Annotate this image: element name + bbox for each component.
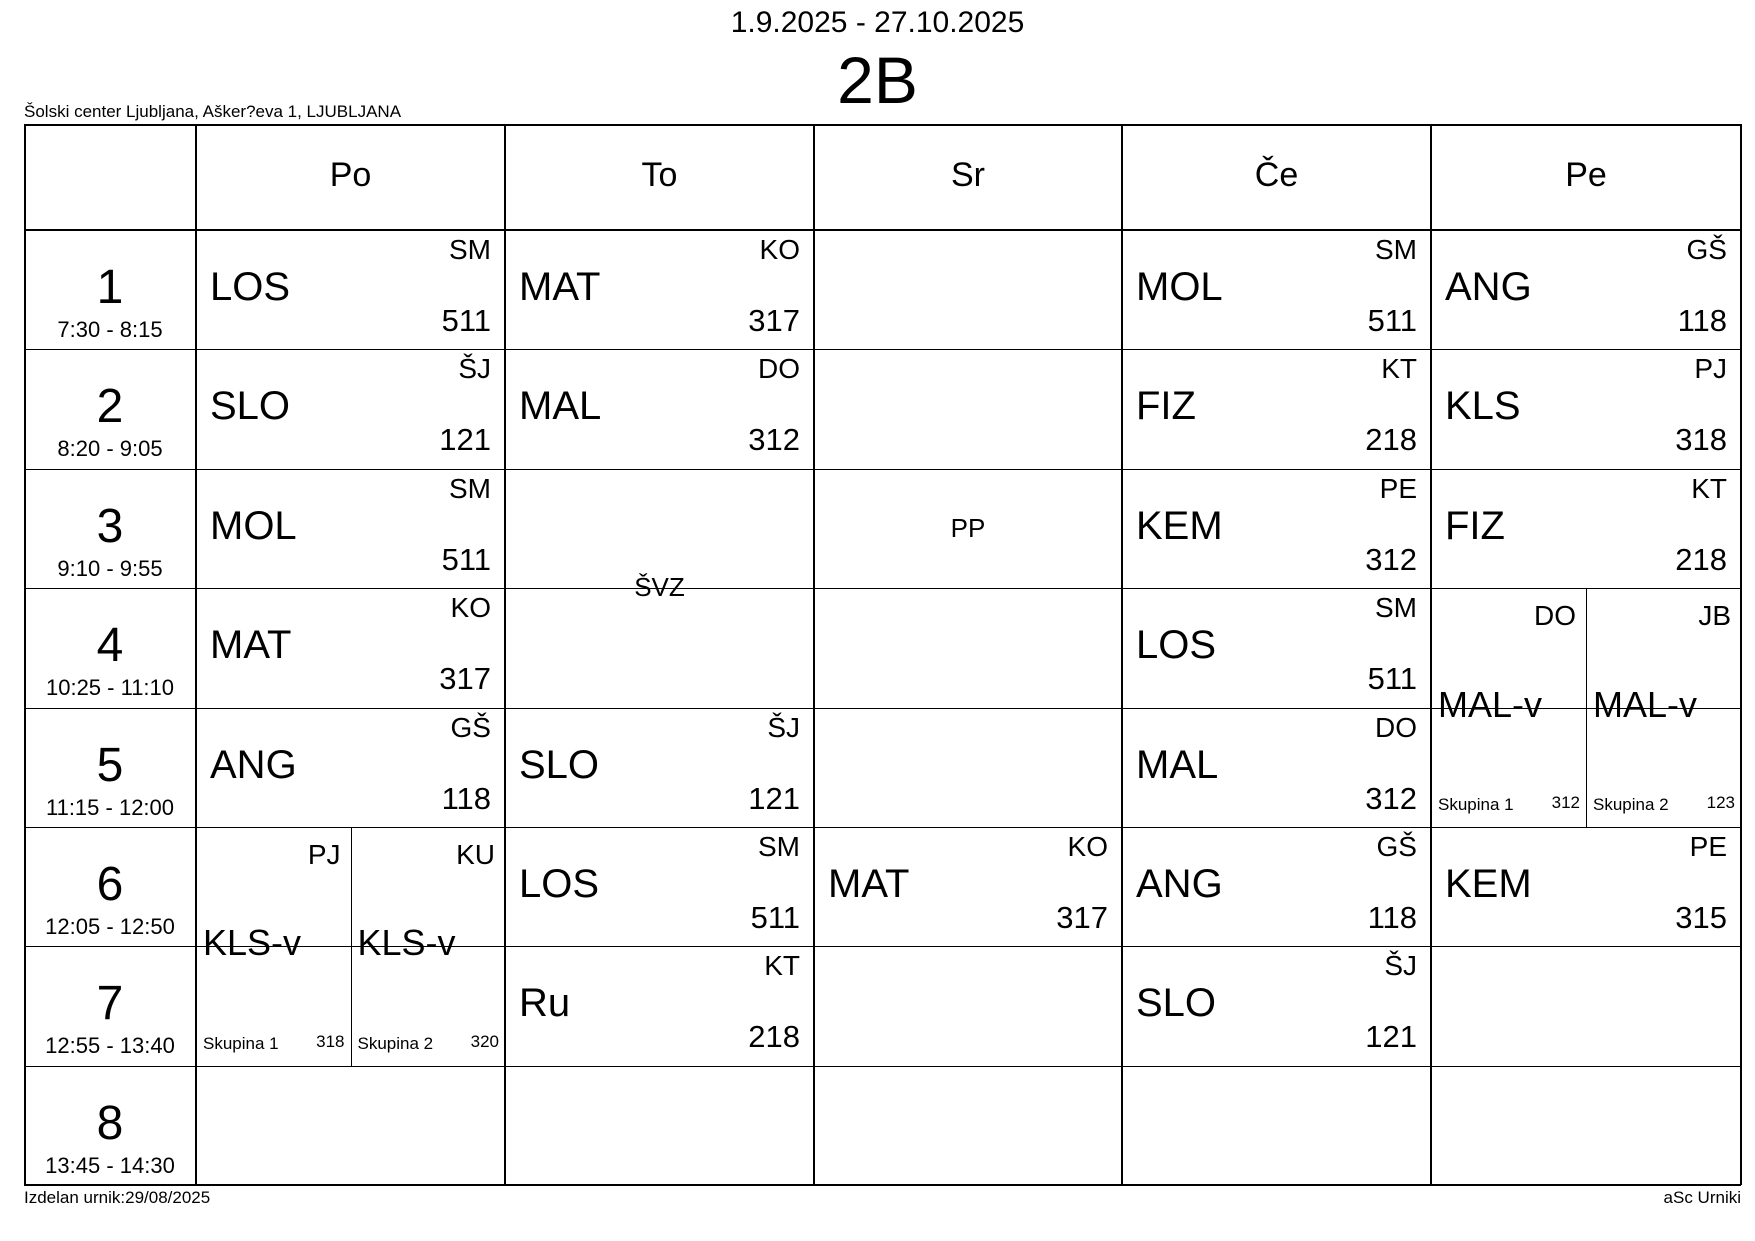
- lesson-cell[interactable]: [1122, 827, 1431, 946]
- school-name: Šolski center Ljubljana, Ašker?eva 1, LJUBLJANA: [24, 102, 402, 121]
- group-room: 318: [316, 1031, 345, 1051]
- lesson-teacher: SM: [449, 234, 491, 265]
- lesson-subject: LOS: [210, 265, 291, 309]
- lesson-cell[interactable]: [505, 230, 814, 349]
- lesson-teacher: PJ: [1694, 353, 1727, 385]
- lesson-teacher: SM: [1375, 234, 1417, 265]
- lesson-room: 317: [1056, 900, 1108, 935]
- group-teacher: KU: [456, 839, 495, 870]
- group-subject: KLS-v: [357, 922, 456, 964]
- grid-line: [24, 469, 196, 470]
- lesson-room: 312: [1365, 780, 1417, 816]
- lesson-cell[interactable]: [505, 349, 814, 468]
- group-name: Skupina 2: [357, 1033, 434, 1053]
- grid-line: [24, 588, 196, 589]
- group-teacher: PJ: [307, 839, 341, 870]
- day-header: Če: [1254, 156, 1299, 194]
- lesson-cell[interactable]: [1122, 230, 1431, 349]
- group-room: 312: [1551, 792, 1580, 812]
- lesson-subject: ANG: [1136, 862, 1223, 906]
- grid-line: [24, 124, 1741, 126]
- group-teacher: DO: [1534, 600, 1576, 632]
- lesson-cell[interactable]: [196, 230, 505, 349]
- group-lesson-cell[interactable]: [1586, 588, 1741, 827]
- block-label[interactable]: ŠVZ: [634, 572, 685, 603]
- lesson-teacher: ŠJ: [1384, 950, 1417, 982]
- lesson-teacher: KO: [450, 592, 491, 624]
- lesson-teacher: GŠ: [1686, 234, 1727, 265]
- lesson-teacher: SM: [1375, 592, 1417, 624]
- grid-line: [196, 1066, 505, 1067]
- lesson-subject: MAL: [519, 384, 602, 429]
- lesson-room: 511: [441, 303, 491, 338]
- day-header: Pe: [1565, 156, 1607, 194]
- created-date: Izdelan urnik:29/08/2025: [24, 1188, 211, 1207]
- group-lesson-cell[interactable]: [1431, 588, 1586, 827]
- lesson-room: 218: [748, 1019, 800, 1055]
- period-number: 1: [96, 261, 124, 314]
- lesson-cell[interactable]: [505, 708, 814, 827]
- lesson-cell[interactable]: [1122, 469, 1431, 588]
- grid-line: [814, 349, 1122, 350]
- lesson-subject: MOL: [1136, 265, 1223, 309]
- lesson-subject: ANG: [210, 742, 297, 787]
- period-number: 6: [96, 858, 124, 911]
- lesson-subject: KLS: [1445, 384, 1521, 429]
- lesson-cell[interactable]: [1431, 827, 1741, 946]
- grid-line: [1122, 1066, 1431, 1067]
- grid-line: [24, 1066, 196, 1067]
- grid-line: [814, 1066, 1122, 1067]
- lesson-cell[interactable]: [1431, 349, 1741, 468]
- lesson-subject: MAL: [1136, 742, 1219, 787]
- group-subject: KLS-v: [203, 922, 302, 964]
- grid-line: [24, 708, 196, 709]
- lesson-subject: SLO: [1136, 981, 1217, 1026]
- lesson-teacher: DO: [1375, 711, 1417, 743]
- group-room: 320: [470, 1031, 499, 1051]
- brand-label: aSc Urniki: [1663, 1188, 1741, 1207]
- lesson-room: 317: [748, 303, 800, 338]
- lesson-teacher: KO: [759, 234, 800, 265]
- group-name: Skupina 1: [1438, 794, 1514, 814]
- grid-line: [1431, 946, 1741, 947]
- class-title: 2B: [837, 43, 918, 117]
- period-number: 7: [96, 977, 124, 1031]
- lesson-subject: LOS: [519, 862, 600, 906]
- lesson-room: 118: [1677, 303, 1727, 338]
- period-time: 12:55 - 13:40: [45, 1033, 175, 1059]
- grid-line: [24, 349, 196, 350]
- lesson-subject: Ru: [519, 981, 571, 1026]
- grid-line: [814, 708, 1122, 709]
- lesson-subject: ANG: [1445, 265, 1532, 309]
- lesson-teacher: KT: [764, 950, 800, 982]
- lesson-room: 218: [1675, 541, 1727, 577]
- lesson-room: 121: [748, 780, 800, 816]
- lesson-cell[interactable]: [814, 827, 1122, 946]
- lesson-room: 315: [1675, 900, 1727, 935]
- lesson-teacher: DO: [758, 353, 800, 385]
- lesson-room: 118: [1367, 900, 1417, 935]
- lesson-subject: MAT: [828, 862, 910, 906]
- lesson-subject: MAT: [210, 623, 292, 668]
- lesson-cell[interactable]: [196, 708, 505, 827]
- period-number: 3: [96, 499, 124, 553]
- group-lesson-cell[interactable]: [196, 827, 351, 1066]
- date-range: 1.9.2025 - 27.10.2025: [730, 6, 1025, 39]
- lesson-room: 121: [1365, 1019, 1417, 1055]
- period-time: 10:25 - 11:10: [45, 675, 175, 701]
- grid-line: [1431, 1066, 1741, 1067]
- lesson-room: 511: [1367, 303, 1417, 338]
- period-time: 12:05 - 12:50: [45, 914, 175, 939]
- group-subject: MAL-v: [1438, 683, 1543, 725]
- lesson-subject: KEM: [1445, 862, 1532, 906]
- group-teacher: JB: [1698, 600, 1731, 632]
- grid-line: [505, 1066, 814, 1067]
- grid-line: [505, 469, 814, 470]
- grid-line: [24, 1184, 1741, 1186]
- grid-line: [814, 946, 1122, 947]
- period-number: 5: [96, 738, 124, 792]
- period-time: 13:45 - 14:30: [45, 1152, 175, 1178]
- lesson-subject: SLO: [519, 742, 600, 787]
- period-number: 8: [96, 1096, 124, 1150]
- lesson-teacher: ŠJ: [458, 353, 491, 385]
- lesson-cell[interactable]: [1122, 349, 1431, 468]
- lesson-teacher: GŠ: [450, 711, 491, 743]
- lesson-teacher: GŠ: [1376, 831, 1417, 862]
- grid-line: [814, 469, 1122, 470]
- lesson-subject: MOL: [210, 503, 297, 548]
- period-time: 7:30 - 8:15: [57, 317, 163, 342]
- lesson-room: 317: [439, 661, 491, 697]
- lesson-teacher: ŠJ: [767, 711, 800, 743]
- grid-line: [24, 946, 196, 947]
- lesson-room: 118: [441, 780, 491, 816]
- lesson-teacher: PE: [1689, 831, 1727, 862]
- lesson-teacher: KT: [1381, 353, 1417, 385]
- lesson-cell[interactable]: [196, 588, 505, 707]
- day-header: To: [641, 156, 678, 194]
- lesson-cell[interactable]: [1122, 588, 1431, 707]
- lesson-cell[interactable]: [1431, 230, 1741, 349]
- lesson-room: 318: [1675, 422, 1727, 458]
- lesson-subject: SLO: [210, 384, 291, 429]
- day-header: Sr: [951, 156, 985, 194]
- lesson-teacher: SM: [449, 472, 491, 504]
- lesson-teacher: SM: [758, 831, 800, 862]
- lesson-teacher: KO: [1067, 831, 1108, 862]
- grid-line: [814, 588, 1122, 589]
- lesson-cell[interactable]: [1122, 708, 1431, 827]
- lesson-teacher: KT: [1691, 472, 1727, 504]
- lesson-room: 511: [441, 541, 491, 577]
- period-number: 4: [96, 619, 124, 673]
- lesson-teacher: PE: [1379, 472, 1417, 504]
- lesson-cell[interactable]: [196, 469, 505, 588]
- lesson-cell[interactable]: [505, 827, 814, 946]
- day-header: Po: [329, 156, 372, 194]
- lesson-room: 121: [439, 422, 491, 458]
- group-room: 123: [1706, 792, 1735, 812]
- period-number: 2: [96, 380, 124, 434]
- lesson-cell[interactable]: [1431, 469, 1741, 588]
- lesson-room: 312: [1365, 541, 1417, 577]
- lesson-subject: MAT: [519, 265, 601, 309]
- lesson-subject: FIZ: [1445, 503, 1505, 548]
- lesson-room: 312: [748, 422, 800, 458]
- lesson-room: 218: [1365, 422, 1417, 458]
- lesson-subject: FIZ: [1136, 384, 1196, 429]
- lesson-subject: KEM: [1136, 503, 1223, 548]
- lesson-subject: LOS: [1136, 623, 1217, 668]
- group-subject: MAL-v: [1593, 683, 1698, 725]
- period-time: 9:10 - 9:55: [57, 555, 163, 581]
- grid-line: [24, 827, 196, 828]
- block-label[interactable]: PP: [950, 512, 986, 543]
- group-name: Skupina 2: [1593, 794, 1669, 814]
- lesson-cell[interactable]: [505, 946, 814, 1065]
- lesson-room: 511: [1367, 661, 1417, 697]
- group-name: Skupina 1: [203, 1033, 279, 1053]
- lesson-cell[interactable]: [1122, 946, 1431, 1065]
- group-lesson-cell[interactable]: [351, 827, 506, 1066]
- period-time: 11:15 - 12:00: [45, 794, 175, 820]
- period-time: 8:20 - 9:05: [57, 436, 163, 462]
- lesson-cell[interactable]: [196, 349, 505, 468]
- lesson-room: 511: [750, 900, 800, 935]
